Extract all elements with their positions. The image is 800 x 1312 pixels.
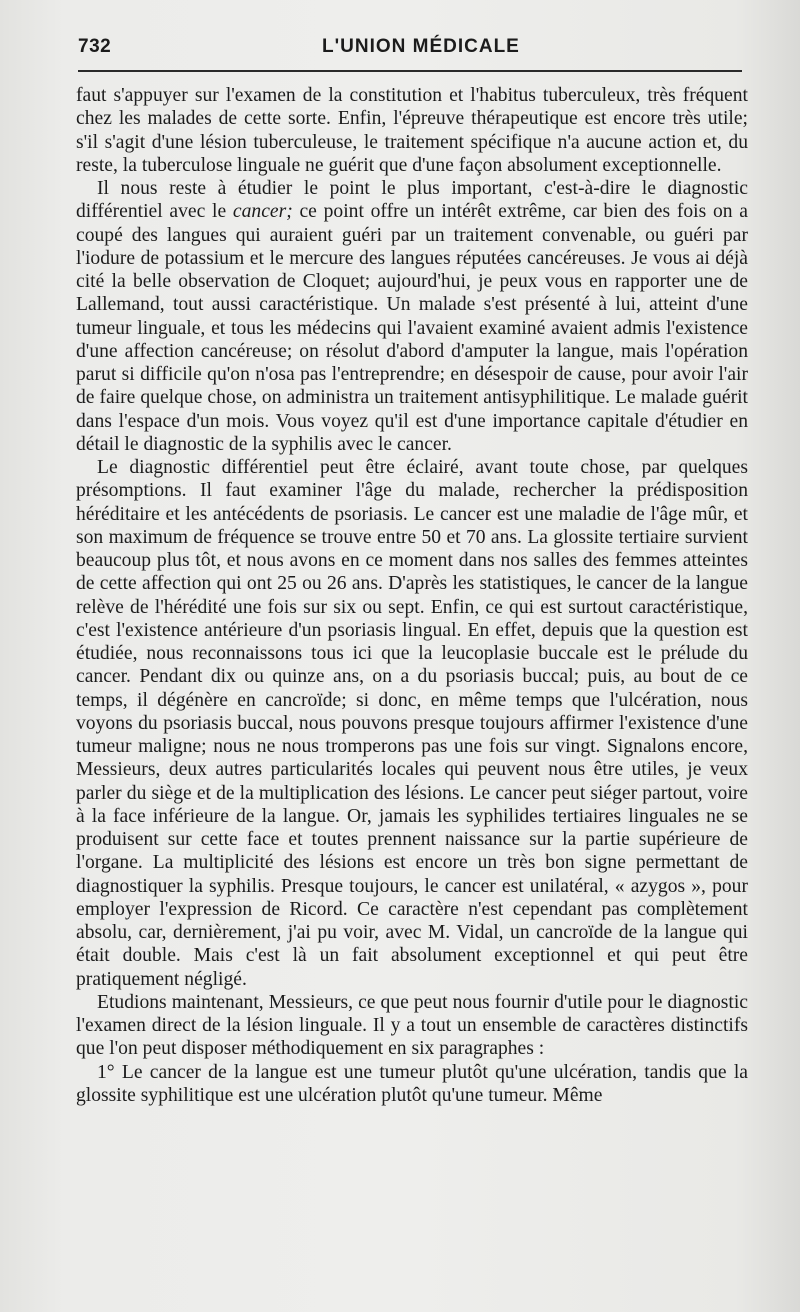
italic-term: cancer;	[232, 201, 293, 223]
header-rule	[78, 70, 742, 72]
paragraph	[76, 177, 748, 456]
paragraph-text: ce point offre un intérêt extrême, car bien des fois on a coupé des langues qui auraient guéri par un traitement convenable, ou guéri par l'iodure de potassium et le mercure des langues réputées cancéreuses. Je vous ai déjà cité la belle observation de Cloquet; aujourd'hui, je peux vous en rapporter une de Lallemand, tout aussi caractéristique. Un malade s'est présenté à lui, atteint d'une tumeur linguale, et tous les médecins qui l'avaient examiné avaient admis l'existence d'une affection cancéreuse; on résolut d'abord d'amputer la langue, mais l'opération parut si difficile qu'on n'osa pas l'entreprendre; en désespoir de cause, pour avoir l'air de faire quelque chose, on administra un traitement antisyphilitique. Le malade guérit dans l'espace d'un mois. Vous voyez qu'il est d'une importance capitale d'étudier en détail le diagnostic de la syphilis avec le cancer.	[76, 201, 748, 455]
paragraph-text: Le diagnostic différentiel peut être éclairé, avant toute chose, par quelques présomptions. Il faut examiner l'âge du malade, rechercher la prédisposition héréditaire et les antécédents de psoriasis. Le cancer est une maladie de l'âge mûr, et son maximum de fréquence se trouve entre 50 et 70 ans. La glossite tertiaire survient beaucoup plus tôt, et nous avons en ce moment dans nos salles des femmes atteintes de cette affection qui ont 25 ou 26 ans. D'après les statistiques, le cancer de la langue relève de l'hérédité une fois sur six ou sept. Enfin, ce qui est surtout caractéristique, c'est l'existence antérieure d'un psoriasis lingual. En effet, depuis que la question est étudiée, nous reconnaissons tous ici que la leucoplasie buccale est le prélude du cancer. Pendant dix ou quinze ans, on a du psoriasis buccal; puis, au bout de ce temps, il dégénère en cancroïde; si donc, en même temps que l'ulcération, nous voyons du psoriasis buccal, nous pouvons presque toujours affirmer l'existence d'une tumeur maligne; nous ne nous tromperons pas une fois sur vingt. Signalons encore, Messieurs, deux autres particularités locales qui peuvent nous être utiles, je veux parler du siège et de la multiplication des lésions. Le cancer peut siéger partout, voire à la face inférieure de la langue. Or, jamais les syphilides tertiaires linguales ne se produisent sur cette face et toutes prennent naissance sur la partie supérieure de l'organe. La multiplicité des lésions est encore un très bon signe permettant de diagnostiquer la syphilis. Presque toujours, le cancer est unilatéral, « azygos », pour employer l'expression de Ricord. Ce caractère n'est cependant pas complètement absolu, car, dernièrement, j'ai pu voir, avec M. Vidal, un cancroïde de la langue qui était double. Mais c'est là un fait absolument exceptionnel et qui peut être pratiquement négligé.	[76, 457, 748, 990]
paragraph-text: faut s'appuyer sur l'examen de la constitution et l'habitus tuberculeux, très fréquent chez les malades de cette sorte. Enfin, l'épreuve thérapeutique est encore très utile; s'il s'agit d'une lésion tuberculeuse, le traitement spécifique n'a aucune action et, du reste, la tuberculose linguale ne guérit que d'une façon absolument exceptionnelle.	[76, 85, 748, 176]
paragraph-text: Etudions maintenant, Messieurs, ce que peut nous fournir d'utile pour le diagnostic l'examen direct de la lésion linguale. Il y a tout un ensemble de caractères distinctifs que l'on peut disposer méthodiquement en six paragraphes :	[76, 991, 748, 1060]
paragraph	[76, 84, 748, 177]
page-number: 732	[78, 36, 112, 57]
running-title: L'UNION MÉDICALE	[322, 36, 520, 57]
body-text	[76, 84, 748, 1107]
page-header	[78, 36, 754, 66]
paragraph-text: 1° Le cancer de la langue est une tumeur plutôt qu'une ulcération, tandis que la glossite syphilitique est une ulcération plutôt qu'une tumeur. Même	[76, 1061, 748, 1106]
paragraph	[76, 1061, 748, 1108]
paragraph	[76, 456, 748, 991]
paragraph-text: Il nous reste à étudier le point le plus important, c'est-à-dire le diagnostic différentiel avec le	[76, 178, 748, 223]
paragraph	[76, 991, 748, 1061]
